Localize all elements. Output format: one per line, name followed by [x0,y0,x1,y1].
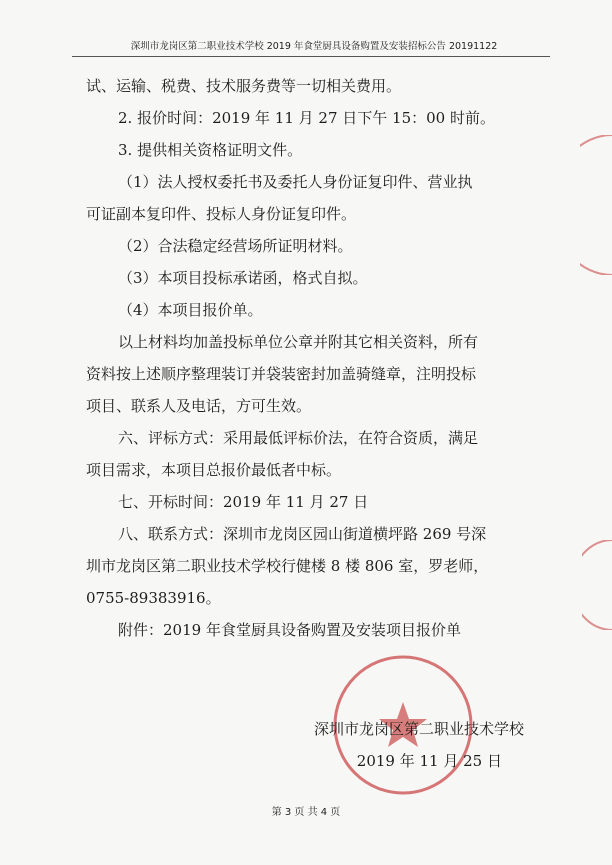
body-line: 可证副本复印件、投标人身份证复印件。 [86,205,357,223]
body-line: 试、运输、税费、技术服务费等一切相关费用。 [86,77,402,95]
side-seal-stamp [580,135,612,275]
body-line: （3）本项目投标承诺函，格式自拟。 [118,269,368,287]
body-line: 项目、联系人及电话，方可生效。 [86,397,312,415]
side-seal-stamp-lower [582,540,612,630]
body-line: 八、联系方式：深圳市龙岗区园山街道横坪路 269 号深 [118,525,487,543]
page-number: 第 3 页 共 4 页 [271,807,341,818]
signature-org: 深圳市龙岗区第二职业技术学校 [313,720,524,738]
body-line: 附件：2019 年食堂厨具设备购置及安装项目报价单 [118,621,461,639]
body-line: （1）法人授权委托书及委托人身份证复印件、营业执 [118,173,473,191]
body-line: （2）合法稳定经营场所证明材料。 [118,237,353,255]
body-line: 0755-89383916。 [86,589,221,607]
body-line: 3. 提供相关资格证明文件。 [118,141,303,159]
header-rule [72,56,550,57]
body-line: 六、评标方式：采用最低评标价法，在符合资质，满足 [118,429,479,447]
body-line: 七、开标时间：2019 年 11 月 27 日 [118,493,369,511]
body-line: 圳市龙岗区第二职业技术学校行健楼 8 楼 806 室，罗老师， [86,557,489,575]
body-line: 2. 报价时间：2019 年 11 月 27 日下午 15：00 时前。 [118,109,495,127]
page-header: 深圳市龙岗区第二职业技术学校 2019 年食堂厨具设备购置及安装招标公告 20191122 [130,41,498,52]
signature-date: 2019 年 11 月 25 日 [356,752,502,770]
body-text [86,70,526,646]
body-line: 项目需求，本项目总报价最低者中标。 [86,461,342,479]
body-line: （4）本项目报价单。 [118,301,263,319]
body-line: 资料按上述顺序整理装订并袋装密封加盖骑缝章，注明投标 [86,365,477,383]
body-line: 以上材料均加盖投标单位公章并附其它相关资料，所有 [118,333,479,351]
